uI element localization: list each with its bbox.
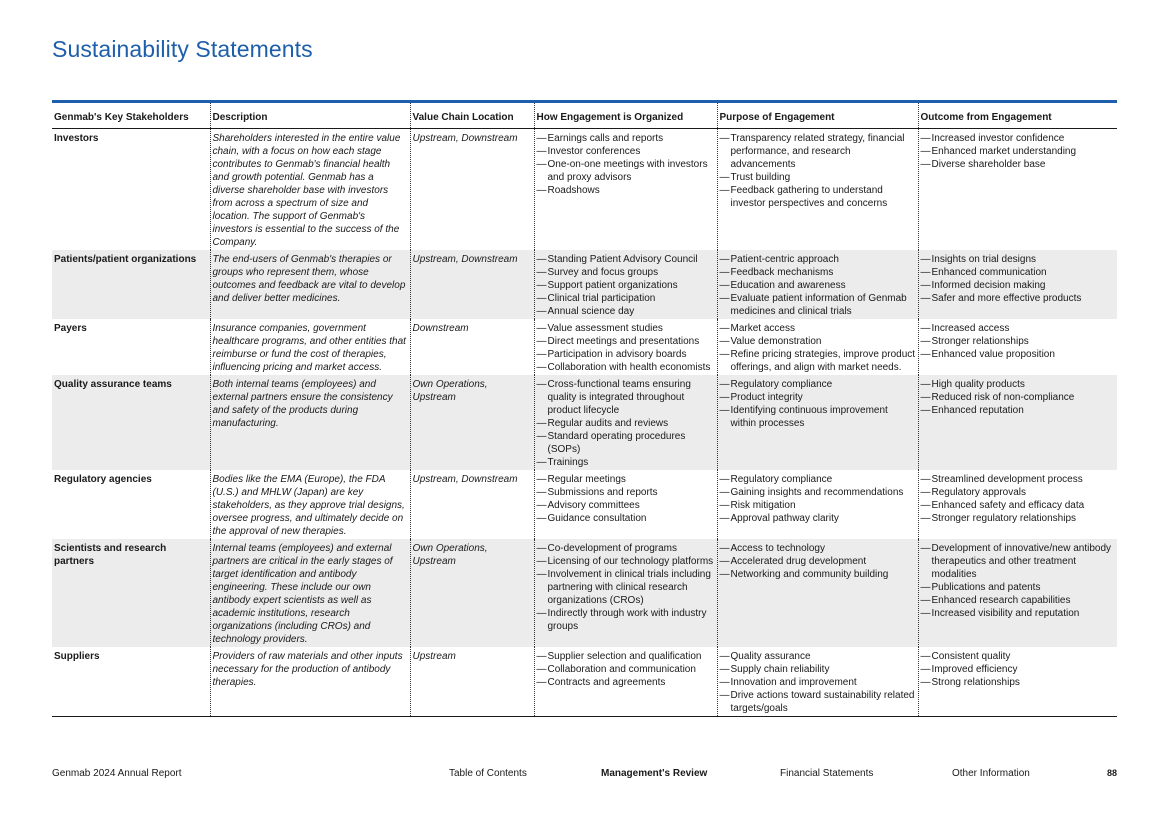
description-cell: Insurance companies, government healthcare programs, and other entities that reimburse or fund the cost of therapies, influencing pricing and market access.: [210, 319, 410, 375]
outcome-list: [921, 542, 1116, 620]
how-engagement-list: [537, 253, 715, 318]
purpose-text: Drive actions toward sustainability related targets/goals: [730, 690, 915, 714]
outcome-text: Development of innovative/new antibody therapeutics and other treatment modalities: [931, 543, 1112, 580]
purpose-item: [720, 473, 916, 486]
outcome-item: [921, 499, 1116, 512]
outcome-cell: [918, 129, 1117, 251]
purpose-text: Supply chain reliability: [730, 664, 830, 675]
outcome-item: [921, 607, 1116, 620]
stakeholder-cell: Quality assurance teams: [52, 375, 210, 470]
stakeholder-table: [52, 103, 1117, 716]
how-engagement-item: [537, 348, 715, 361]
how-engagement-list: [537, 378, 715, 469]
description-cell: Shareholders interested in the entire value chain, with a focus on how each stage contributes to Genmab's financial health and growth potential. Genmab has a diverse shareholder base with investors from across a spectrum of size and location. The support of Genmab's investors is essential to the success of the Company.: [210, 129, 410, 251]
how-engagement-cell: [534, 250, 717, 319]
outcome-text: Enhanced communication: [931, 267, 1047, 278]
header-description: Description: [210, 103, 410, 129]
how-engagement-text: Regular meetings: [547, 474, 626, 485]
purpose-text: Identifying continuous improvement within processes: [730, 405, 888, 429]
outcome-item: [921, 292, 1116, 305]
outcome-text: Diverse shareholder base: [931, 159, 1046, 170]
stakeholder-table-container: [52, 100, 1117, 717]
how-engagement-text: Participation in advisory boards: [547, 349, 687, 360]
purpose-list: [720, 378, 916, 430]
outcome-text: Informed decision making: [931, 280, 1046, 291]
how-engagement-text: Direct meetings and presentations: [547, 336, 700, 347]
how-engagement-item: [537, 473, 715, 486]
purpose-text: Transparency related strategy, financial performance, and research advancements: [730, 133, 905, 170]
how-engagement-item: [537, 499, 715, 512]
how-engagement-item: [537, 322, 715, 335]
purpose-item: [720, 404, 916, 430]
purpose-item: [720, 279, 916, 292]
how-engagement-item: [537, 361, 715, 374]
outcome-item: [921, 581, 1116, 594]
how-engagement-item: [537, 542, 715, 555]
purpose-item: [720, 132, 916, 171]
value-chain-location-cell: Own Operations, Upstream: [410, 539, 534, 647]
description-cell: Internal teams (employees) and external partners are critical in the early stages of target identification and antibody engineering. These include our own antibody expert scientists as well as academic institutions, research organizations (including CROs) and technology providers.: [210, 539, 410, 647]
how-engagement-text: Guidance consultation: [547, 513, 647, 524]
how-engagement-text: Value assessment studies: [547, 323, 663, 334]
outcome-item: [921, 253, 1116, 266]
purpose-item: [720, 184, 916, 210]
outcome-text: Enhanced value proposition: [931, 349, 1055, 360]
page-number: 88: [1106, 768, 1117, 778]
how-engagement-item: [537, 430, 715, 456]
outcome-item: [921, 348, 1116, 361]
how-engagement-item: [537, 253, 715, 266]
how-engagement-item: [537, 184, 715, 197]
how-engagement-cell: [534, 470, 717, 539]
outcome-text: Insights on trial designs: [931, 254, 1037, 265]
outcome-text: Enhanced safety and efficacy data: [931, 500, 1085, 511]
purpose-text: Value demonstration: [730, 336, 822, 347]
purpose-text: Risk mitigation: [730, 500, 796, 511]
outcome-text: Reduced risk of non-compliance: [931, 392, 1075, 403]
purpose-text: Trust building: [730, 172, 791, 183]
description-cell: Both internal teams (employees) and external partners ensure the consistency and safety of the products during manufacturing.: [210, 375, 410, 470]
purpose-item: [720, 499, 916, 512]
description-cell: Bodies like the EMA (Europe), the FDA (U.S.) and MHLW (Japan) are key stakeholders, as they approve trial designs, oversee progress, and ultimately decide on the approval of new therapies.: [210, 470, 410, 539]
outcome-text: Publications and patents: [931, 582, 1041, 593]
how-engagement-text: Annual science day: [547, 306, 635, 317]
purpose-text: Networking and community building: [730, 569, 889, 580]
purpose-list: [720, 322, 916, 374]
footer-financial-statements-link[interactable]: Financial Statements: [780, 768, 874, 779]
purpose-item: [720, 322, 916, 335]
how-engagement-text: Survey and focus groups: [547, 267, 659, 278]
purpose-item: [720, 512, 916, 525]
outcome-text: Enhanced research capabilities: [931, 595, 1071, 606]
how-engagement-text: Supplier selection and qualification: [547, 651, 702, 662]
outcome-item: [921, 145, 1116, 158]
outcome-text: Improved efficiency: [931, 664, 1018, 675]
purpose-list: [720, 132, 916, 210]
purpose-item: [720, 542, 916, 555]
purpose-text: Market access: [730, 323, 795, 334]
how-engagement-text: Submissions and reports: [547, 487, 658, 498]
table-row: [52, 647, 1117, 716]
purpose-text: Quality assurance: [730, 651, 811, 662]
outcome-text: Increased access: [931, 323, 1010, 334]
header-how-engagement: How Engagement is Organized: [534, 103, 717, 129]
purpose-item: [720, 650, 916, 663]
purpose-text: Approval pathway clarity: [730, 513, 839, 524]
stakeholder-cell: Investors: [54, 133, 99, 144]
outcome-text: Increased visibility and reputation: [931, 608, 1080, 619]
purpose-text: Product integrity: [730, 392, 803, 403]
purpose-cell: [717, 250, 918, 319]
how-engagement-cell: [534, 375, 717, 470]
value-chain-location-cell: Upstream: [410, 647, 534, 716]
table-row: [52, 539, 1117, 647]
table-header-row: [52, 103, 1117, 129]
outcome-list: [921, 473, 1116, 525]
outcome-item: [921, 486, 1116, 499]
outcome-item: [921, 542, 1116, 581]
footer-management-review-link[interactable]: Management's Review: [601, 768, 708, 779]
purpose-text: Innovation and improvement: [730, 677, 857, 688]
how-engagement-list: [537, 132, 715, 197]
stakeholder-cell: Regulatory agencies: [54, 474, 152, 485]
purpose-text: Refine pricing strategies, improve product offerings, and align with market needs.: [730, 349, 916, 373]
how-engagement-item: [537, 676, 715, 689]
purpose-text: Regulatory compliance: [730, 474, 833, 485]
how-engagement-text: Clinical trial participation: [547, 293, 656, 304]
purpose-text: Evaluate patient information of Genmab medicines and clinical trials: [730, 293, 907, 317]
outcome-text: Safer and more effective products: [931, 293, 1082, 304]
how-engagement-text: Investor conferences: [547, 146, 641, 157]
outcome-cell: [918, 319, 1117, 375]
outcome-text: High quality products: [931, 379, 1025, 390]
how-engagement-list: [537, 473, 715, 525]
footer-report-title: Genmab 2024 Annual Report: [52, 768, 182, 779]
outcome-item: [921, 473, 1116, 486]
how-engagement-item: [537, 512, 715, 525]
outcome-text: Stronger regulatory relationships: [931, 513, 1077, 524]
purpose-item: [720, 568, 916, 581]
purpose-text: Regulatory compliance: [730, 379, 833, 390]
table-row: [52, 250, 1117, 319]
purpose-cell: [717, 129, 918, 251]
outcome-item: [921, 663, 1116, 676]
how-engagement-cell: [534, 539, 717, 647]
outcome-item: [921, 279, 1116, 292]
purpose-text: Feedback mechanisms: [730, 267, 834, 278]
outcome-list: [921, 322, 1116, 361]
purpose-cell: [717, 647, 918, 716]
how-engagement-text: Cross-functional teams ensuring quality is integrated throughout product lifecycle: [547, 379, 691, 416]
outcome-item: [921, 335, 1116, 348]
footer-toc-link[interactable]: Table of Contents: [449, 768, 527, 779]
how-engagement-item: [537, 158, 715, 184]
stakeholder-cell: Suppliers: [54, 651, 100, 662]
purpose-text: Patient-centric approach: [730, 254, 839, 265]
how-engagement-cell: [534, 647, 717, 716]
how-engagement-item: [537, 663, 715, 676]
outcome-item: [921, 322, 1116, 335]
purpose-item: [720, 391, 916, 404]
purpose-list: [720, 650, 916, 715]
outcome-cell: [918, 470, 1117, 539]
outcome-item: [921, 404, 1116, 417]
purpose-item: [720, 378, 916, 391]
outcome-list: [921, 132, 1116, 171]
value-chain-location-cell: Downstream: [410, 319, 534, 375]
outcome-item: [921, 391, 1116, 404]
how-engagement-item: [537, 568, 715, 607]
table-row: [52, 129, 1117, 251]
purpose-item: [720, 663, 916, 676]
purpose-item: [720, 348, 916, 374]
how-engagement-text: Licensing of our technology platforms: [547, 556, 714, 567]
outcome-item: [921, 676, 1116, 689]
outcome-cell: [918, 250, 1117, 319]
outcome-list: [921, 650, 1116, 689]
how-engagement-text: Standard operating procedures (SOPs): [547, 431, 686, 455]
description-cell: The end-users of Genmab's therapies or groups who represent them, whose outcomes and feedback are vital to develop and deliver better medicines.: [210, 250, 410, 319]
purpose-cell: [717, 470, 918, 539]
purpose-item: [720, 555, 916, 568]
page-footer: [52, 768, 1117, 782]
how-engagement-text: Collaboration with health economists: [547, 362, 711, 373]
outcome-text: Enhanced reputation: [931, 405, 1024, 416]
how-engagement-text: Support patient organizations: [547, 280, 678, 291]
purpose-item: [720, 253, 916, 266]
how-engagement-text: Earnings calls and reports: [547, 133, 664, 144]
outcome-text: Enhanced market understanding: [931, 146, 1077, 157]
table-body: [52, 129, 1117, 717]
how-engagement-item: [537, 456, 715, 469]
how-engagement-text: Indirectly through work with industry groups: [547, 608, 707, 632]
table-bottom-rule: [52, 716, 1117, 717]
how-engagement-text: Trainings: [547, 457, 589, 468]
outcome-text: Stronger relationships: [931, 336, 1029, 347]
purpose-item: [720, 676, 916, 689]
how-engagement-text: Advisory committees: [547, 500, 640, 511]
table-row: [52, 319, 1117, 375]
how-engagement-text: Roadshows: [547, 185, 600, 196]
purpose-text: Accelerated drug development: [730, 556, 867, 567]
purpose-text: Education and awareness: [730, 280, 846, 291]
how-engagement-item: [537, 305, 715, 318]
purpose-text: Access to technology: [730, 543, 825, 554]
value-chain-location-cell: Upstream, Downstream: [410, 470, 534, 539]
outcome-text: Streamlined development process: [931, 474, 1083, 485]
purpose-cell: [717, 375, 918, 470]
outcome-item: [921, 266, 1116, 279]
outcome-text: Consistent quality: [931, 651, 1011, 662]
purpose-text: Gaining insights and recommendations: [730, 487, 904, 498]
outcome-list: [921, 253, 1116, 305]
how-engagement-list: [537, 322, 715, 374]
how-engagement-item: [537, 279, 715, 292]
purpose-list: [720, 253, 916, 318]
how-engagement-item: [537, 417, 715, 430]
how-engagement-item: [537, 555, 715, 568]
description-cell: Providers of raw materials and other inputs necessary for the production of antibody therapies.: [210, 647, 410, 716]
how-engagement-text: Collaboration and communication: [547, 664, 696, 675]
outcome-cell: [918, 647, 1117, 716]
header-value-chain-location: Value Chain Location: [410, 103, 534, 129]
outcome-text: Regulatory approvals: [931, 487, 1026, 498]
how-engagement-item: [537, 132, 715, 145]
stakeholder-cell: Payers: [54, 323, 87, 334]
how-engagement-text: Co-development of programs: [547, 543, 678, 554]
outcome-text: Strong relationships: [931, 677, 1020, 688]
how-engagement-cell: [534, 129, 717, 251]
how-engagement-text: Involvement in clinical trials including partnering with clinical research organizations (CROs): [547, 569, 711, 606]
stakeholder-cell: Patients/patient organizations: [52, 250, 210, 319]
purpose-list: [720, 473, 916, 525]
how-engagement-item: [537, 292, 715, 305]
outcome-item: [921, 512, 1116, 525]
purpose-text: Feedback gathering to understand investor perspectives and concerns: [730, 185, 888, 209]
purpose-item: [720, 266, 916, 279]
how-engagement-text: Regular audits and reviews: [547, 418, 669, 429]
outcome-item: [921, 594, 1116, 607]
purpose-cell: [717, 319, 918, 375]
table-row: [52, 375, 1117, 470]
how-engagement-item: [537, 266, 715, 279]
table-row: [52, 470, 1117, 539]
purpose-item: [720, 171, 916, 184]
how-engagement-text: Standing Patient Advisory Council: [547, 254, 698, 265]
how-engagement-item: [537, 145, 715, 158]
purpose-item: [720, 486, 916, 499]
value-chain-location-cell: Upstream, Downstream: [410, 250, 534, 319]
outcome-cell: [918, 539, 1117, 647]
footer-other-information-link[interactable]: Other Information: [952, 768, 1030, 779]
how-engagement-item: [537, 378, 715, 417]
purpose-item: [720, 292, 916, 318]
outcome-item: [921, 378, 1116, 391]
how-engagement-list: [537, 650, 715, 689]
header-purpose: Purpose of Engagement: [717, 103, 918, 129]
outcome-item: [921, 132, 1116, 145]
header-stakeholders: Genmab's Key Stakeholders: [52, 103, 210, 129]
purpose-item: [720, 335, 916, 348]
header-outcome: Outcome from Engagement: [918, 103, 1117, 129]
outcome-cell: [918, 375, 1117, 470]
how-engagement-item: [537, 486, 715, 499]
value-chain-location-cell: Own Operations, Upstream: [410, 375, 534, 470]
outcome-item: [921, 650, 1116, 663]
purpose-cell: [717, 539, 918, 647]
page-title: Sustainability Statements: [52, 36, 313, 62]
how-engagement-item: [537, 335, 715, 348]
purpose-list: [720, 542, 916, 581]
how-engagement-list: [537, 542, 715, 633]
outcome-text: Increased investor confidence: [931, 133, 1065, 144]
stakeholder-cell: Scientists and research partners: [52, 539, 210, 647]
value-chain-location-cell: Upstream, Downstream: [410, 129, 534, 251]
purpose-item: [720, 689, 916, 715]
outcome-item: [921, 158, 1116, 171]
outcome-list: [921, 378, 1116, 417]
how-engagement-item: [537, 650, 715, 663]
how-engagement-text: Contracts and agreements: [547, 677, 666, 688]
how-engagement-item: [537, 607, 715, 633]
how-engagement-cell: [534, 319, 717, 375]
how-engagement-text: One-on-one meetings with investors and proxy advisors: [547, 159, 708, 183]
